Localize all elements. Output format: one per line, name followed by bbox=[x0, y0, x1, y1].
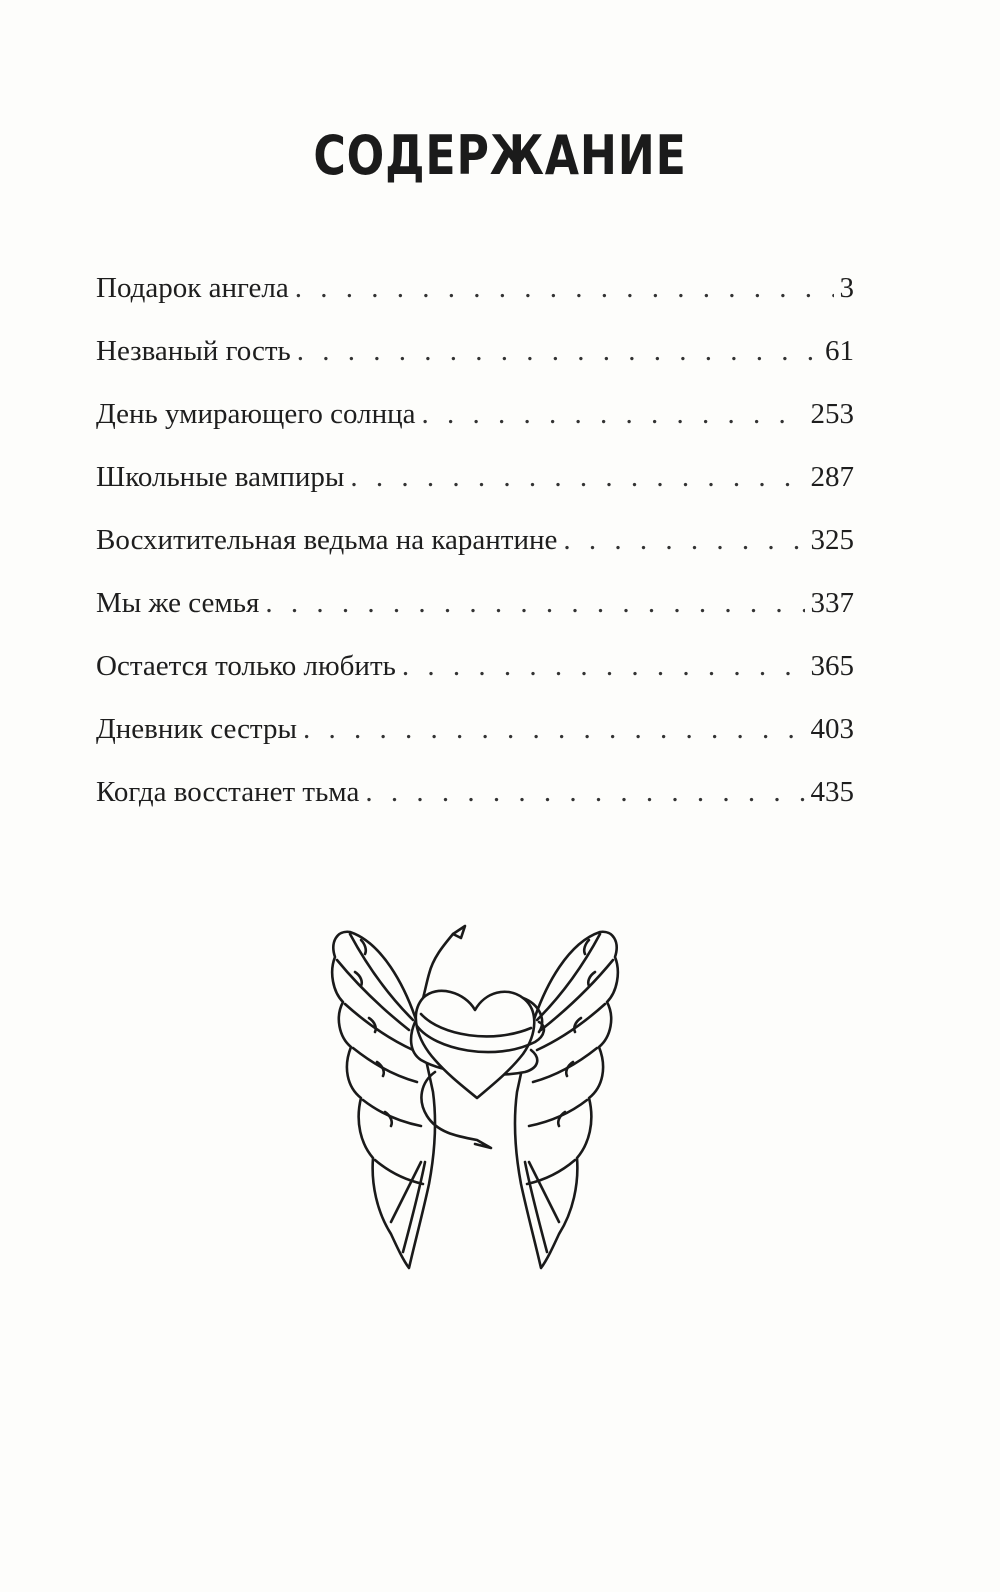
page-title: СОДЕРЖАНИЕ bbox=[313, 124, 687, 188]
toc-entry-page: 325 bbox=[810, 524, 854, 556]
right-wing bbox=[515, 932, 618, 1268]
toc-entry-title: Когда восстанет тьма bbox=[96, 776, 360, 808]
toc-entry-page: 3 bbox=[839, 272, 854, 304]
toc-entry-title: Дневник сестры bbox=[96, 713, 297, 745]
winged-heart-icon bbox=[325, 922, 625, 1282]
toc-dot-leader bbox=[402, 650, 805, 683]
toc-entry[interactable] bbox=[96, 272, 854, 335]
toc-entry[interactable] bbox=[96, 776, 854, 839]
toc-dot-leader bbox=[422, 398, 805, 431]
toc-dot-leader bbox=[303, 713, 805, 746]
toc-entry-page: 287 bbox=[810, 461, 854, 493]
toc-entry-page: 61 bbox=[825, 335, 854, 367]
toc-dot-leader bbox=[563, 524, 804, 557]
toc-entry-title: Школьные вампиры bbox=[96, 461, 345, 493]
toc-entry-title: День умирающего солнца bbox=[96, 398, 416, 430]
toc-dot-leader bbox=[265, 587, 804, 620]
toc-dot-leader bbox=[365, 776, 804, 809]
toc-dot-leader bbox=[350, 461, 804, 494]
toc-entry-page: 337 bbox=[810, 587, 854, 619]
toc-entry-title: Подарок ангела bbox=[96, 272, 289, 304]
table-of-contents bbox=[96, 272, 854, 839]
toc-entry-page: 253 bbox=[810, 398, 854, 430]
toc-entry-page: 365 bbox=[810, 650, 854, 682]
toc-entry[interactable] bbox=[96, 713, 854, 776]
toc-entry-title: Незваный гость bbox=[96, 335, 291, 367]
toc-entry[interactable] bbox=[96, 461, 854, 524]
toc-entry-title: Восхитительная ведьма на карантине bbox=[96, 524, 558, 556]
toc-entry[interactable] bbox=[96, 335, 854, 398]
toc-entry-page: 435 bbox=[810, 776, 854, 808]
toc-entry[interactable] bbox=[96, 587, 854, 650]
toc-dot-leader bbox=[297, 335, 819, 368]
toc-entry-title: Остается только любить bbox=[96, 650, 396, 682]
toc-dot-leader bbox=[295, 272, 834, 305]
toc-entry[interactable] bbox=[96, 524, 854, 587]
left-wing bbox=[332, 932, 435, 1268]
toc-entry[interactable] bbox=[96, 650, 854, 713]
toc-entry-title: Мы же семья bbox=[96, 587, 260, 619]
toc-entry[interactable] bbox=[96, 398, 854, 461]
toc-entry-page: 403 bbox=[810, 713, 854, 745]
